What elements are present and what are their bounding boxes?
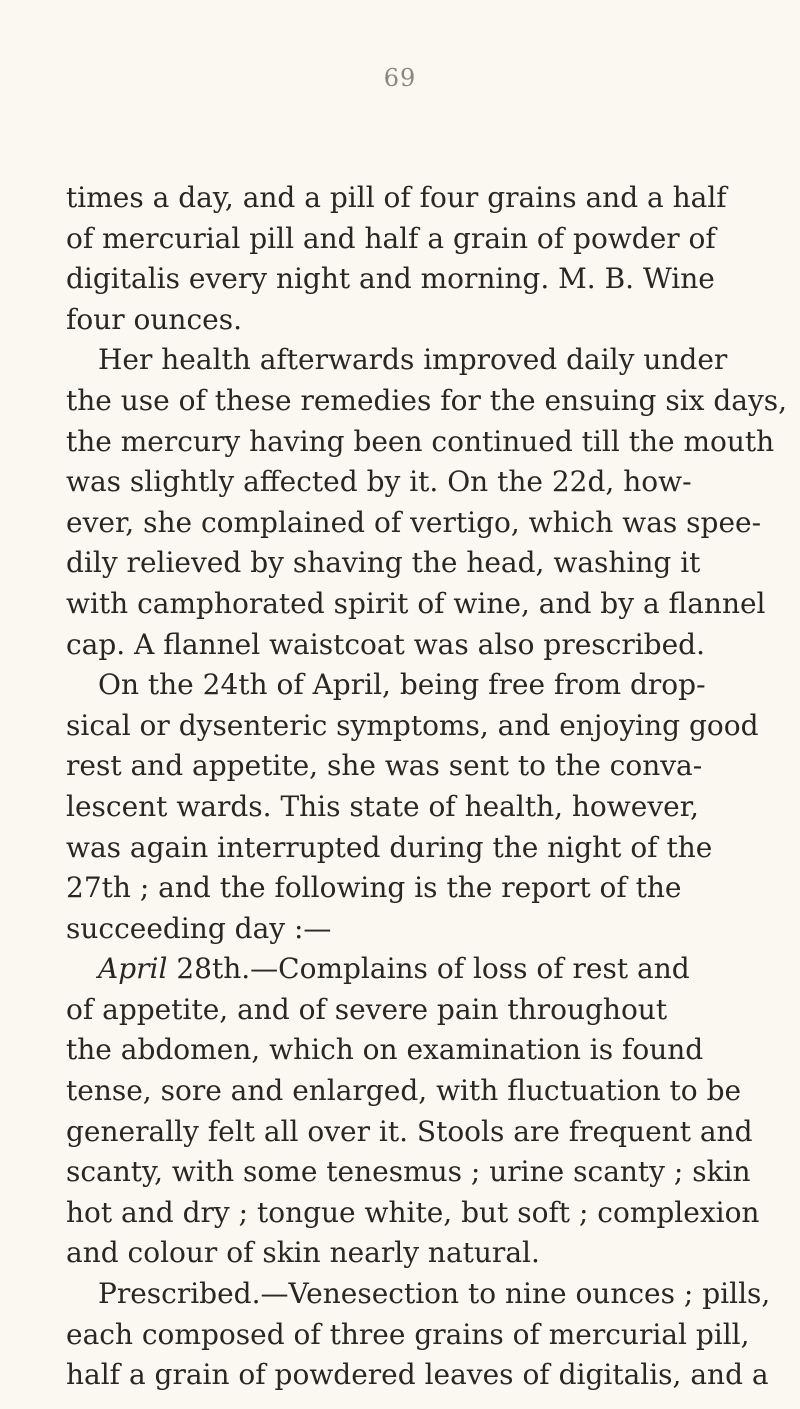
text-line: four ounces. (66, 302, 242, 336)
text-line: Prescribed.—Venesection to nine ounces ; pills, (98, 1277, 771, 1311)
text-line: dily relieved by shaving the head, washing it (66, 546, 701, 580)
text-line: lescent wards. This state of health, however, (66, 789, 699, 823)
text-line: scanty, with some tenesmus ; urine scanty ; skin (66, 1155, 751, 1189)
page-number: 69 (383, 64, 417, 92)
text-line: times a day, and a pill of four grains and a half (66, 181, 727, 214)
text-line: ever, she complained of vertigo, which was spee- (66, 505, 762, 539)
text-line: of appetite, and of severe pain throughout (66, 992, 668, 1026)
text-line: and colour of skin nearly natural. (66, 1236, 540, 1270)
text-line: tense, sore and enlarged, with fluctuation to be (66, 1074, 742, 1108)
text-line: succeeding day :— (66, 911, 332, 945)
text-line: hot and dry ; tongue white, but soft ; complexion (66, 1195, 760, 1229)
text-line: generally felt all over it. Stools are frequent and (66, 1114, 753, 1148)
text-line: was again interrupted during the night of the (66, 830, 713, 864)
text-line: the abdomen, which on examination is found (66, 1033, 704, 1067)
text-line: with camphorated spirit of wine, and by a flannel (66, 586, 766, 620)
text-line-rest: 28th.—Complains of loss of rest and (167, 952, 690, 986)
text-line: was slightly affected by it. On the 22d, how- (66, 465, 692, 499)
text-line: On the 24th of April, being free from drop- (98, 668, 706, 702)
text-line: the use of these remedies for the ensuing six days, (66, 383, 788, 417)
text-line: cap. A flannel waistcoat was also prescribed. (66, 627, 705, 661)
text-line: rest and appetite, she was sent to the conva- (66, 749, 703, 783)
text-line: each composed of three grains of mercurial pill, (66, 1317, 750, 1351)
text-line: the mercury having been continued till the mouth (66, 424, 775, 458)
text-line: 27th ; and the following is the report of the (66, 871, 682, 905)
text-line: half a grain of powdered leaves of digitalis, and a (66, 1358, 769, 1392)
text-line (66, 949, 746, 990)
text-line: of mercurial pill and half a grain of powder of (66, 221, 716, 255)
text-line: Her health afterwards improved daily under (98, 343, 728, 377)
text-line: sical or dysenteric symptoms, and enjoying good (66, 708, 759, 742)
date-label: April (98, 952, 168, 986)
text-line: digitalis every night and morning. M. B. Wine (66, 262, 715, 296)
body-text (66, 178, 788, 1396)
